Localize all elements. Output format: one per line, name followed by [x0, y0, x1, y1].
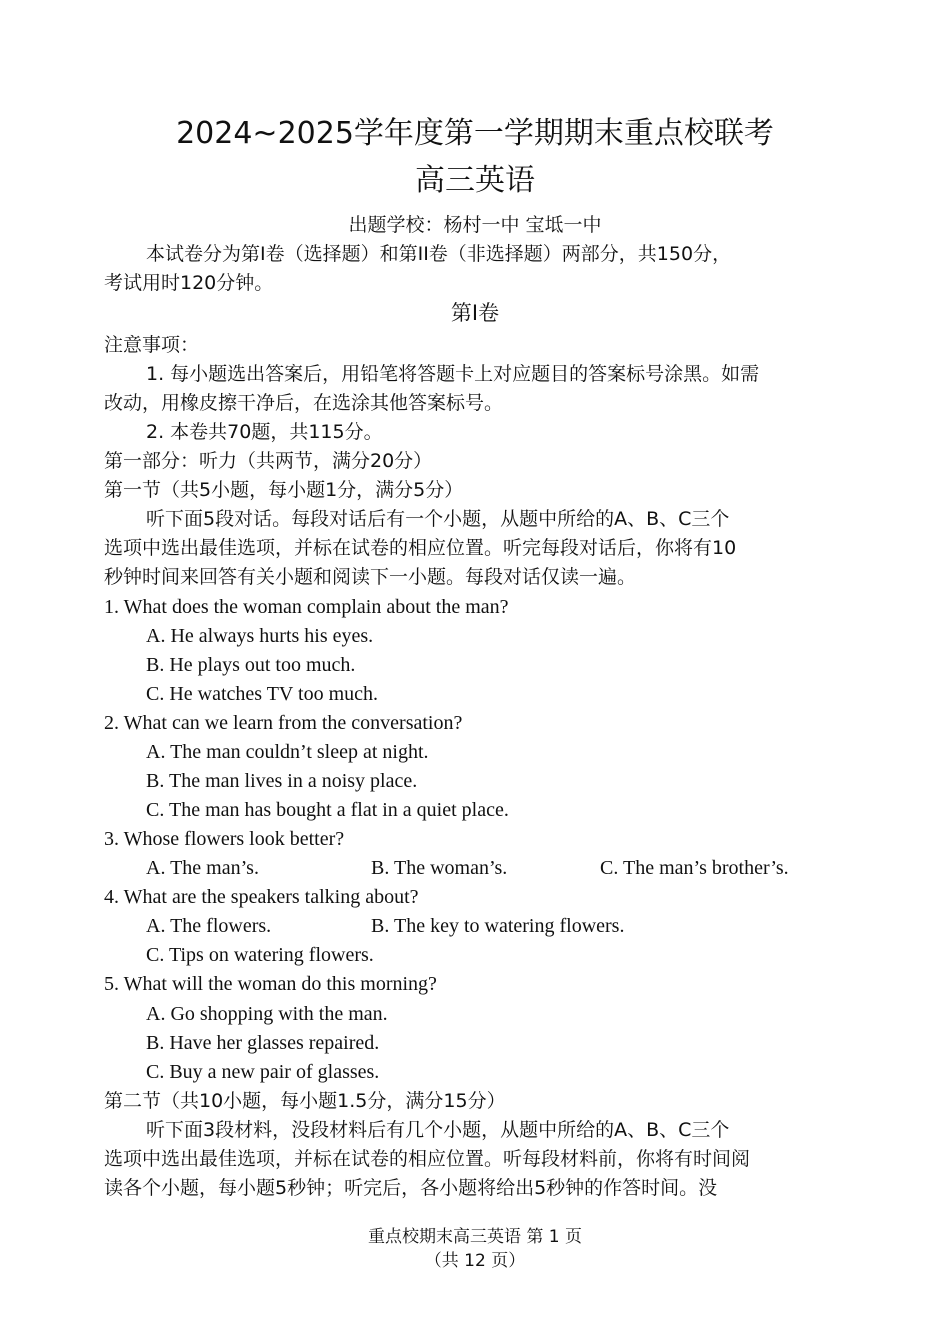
- question-2-option-b: B. The man lives in a noisy place.: [146, 770, 418, 792]
- section2-heading: 第二节（共10小题，每小题1.5分，满分15分）: [104, 1090, 506, 1112]
- question-5-option-c: C. Buy a new pair of glasses.: [146, 1061, 380, 1083]
- intro-line-2: 考试用时120分钟。: [104, 272, 274, 294]
- question-1: 1. What does the woman complain about the man?: [104, 596, 509, 618]
- question-1-option-a: A. He always hurts his eyes.: [146, 625, 374, 647]
- exam-title: 2024~2025学年度第一学期期末重点校联考: [176, 116, 774, 151]
- footer-total: （共 12 页）: [424, 1251, 526, 1271]
- question-3: 3. Whose flowers look better?: [104, 828, 345, 850]
- question-5-option-b: B. Have her glasses repaired.: [146, 1032, 380, 1054]
- intro-line-1: 本试卷分为第I卷（选择题）和第II卷（非选择题）两部分，共150分，: [146, 243, 732, 265]
- question-1-option-c: C. He watches TV too much.: [146, 683, 379, 705]
- question-5: 5. What will the woman do this morning?: [104, 973, 437, 995]
- note-1-line-1: 1. 每小题选出答案后，用铅笔将答题卡上对应题目的答案标号涂黑。如需: [146, 363, 760, 385]
- question-2-option-c: C. The man has bought a flat in a quiet place.: [146, 799, 509, 821]
- section1-instructions-3: 秒钟时间来回答有关小题和阅读下一小题。每段对话仅读一遍。: [104, 566, 637, 588]
- question-2: 2. What can we learn from the conversation?: [104, 712, 463, 734]
- exam-subtitle: 高三英语: [415, 163, 535, 198]
- note-1-line-2: 改动，用橡皮擦干净后，在选涂其他答案标号。: [104, 392, 504, 414]
- question-4: 4. What are the speakers talking about?: [104, 886, 419, 908]
- note-2: 2. 本卷共70题，共115分。: [146, 421, 383, 443]
- part1-heading: 第一部分：听力（共两节，满分20分）: [104, 450, 433, 472]
- question-4-option-c: C. Tips on watering flowers.: [146, 944, 374, 966]
- section1-instructions-2: 选项中选出最佳选项，并标在试卷的相应位置。听完每段对话后，你将有10: [104, 537, 737, 559]
- question-2-option-a: A. The man couldn’t sleep at night.: [146, 741, 429, 763]
- volume-heading: 第I卷: [450, 301, 500, 325]
- section1-heading: 第一节（共5小题，每小题1分，满分5分）: [104, 479, 464, 501]
- section1-instructions-1: 听下面5段对话。每段对话后有一个小题，从题中所给的A、B、C三个: [146, 508, 730, 530]
- section2-instructions-1: 听下面3段材料，没段材料后有几个小题，从题中所给的A、B、C三个: [146, 1119, 730, 1141]
- question-3-option-a: A. The man’s.: [146, 857, 259, 879]
- question-4-option-a: A. The flowers.: [146, 915, 272, 937]
- question-5-option-a: A. Go shopping with the man.: [146, 1003, 388, 1025]
- question-3-option-c: C. The man’s brother’s.: [600, 857, 789, 879]
- footer-page: 重点校期末高三英语 第 1 页: [367, 1227, 583, 1247]
- section2-instructions-2: 选项中选出最佳选项，并标在试卷的相应位置。听每段材料前，你将有时间阅: [104, 1148, 751, 1170]
- question-1-option-b: B. He plays out too much.: [146, 654, 356, 676]
- exam-schools: 出题学校：杨村一中 宝坻一中: [348, 214, 602, 236]
- section2-instructions-3: 读各个小题，每小题5秒钟；听完后，各小题将给出5秒钟的作答时间。没: [104, 1177, 718, 1199]
- question-3-option-b: B. The woman’s.: [371, 857, 508, 879]
- question-4-option-b: B. The key to watering flowers.: [371, 915, 625, 937]
- notes-heading: 注意事项：: [104, 334, 200, 356]
